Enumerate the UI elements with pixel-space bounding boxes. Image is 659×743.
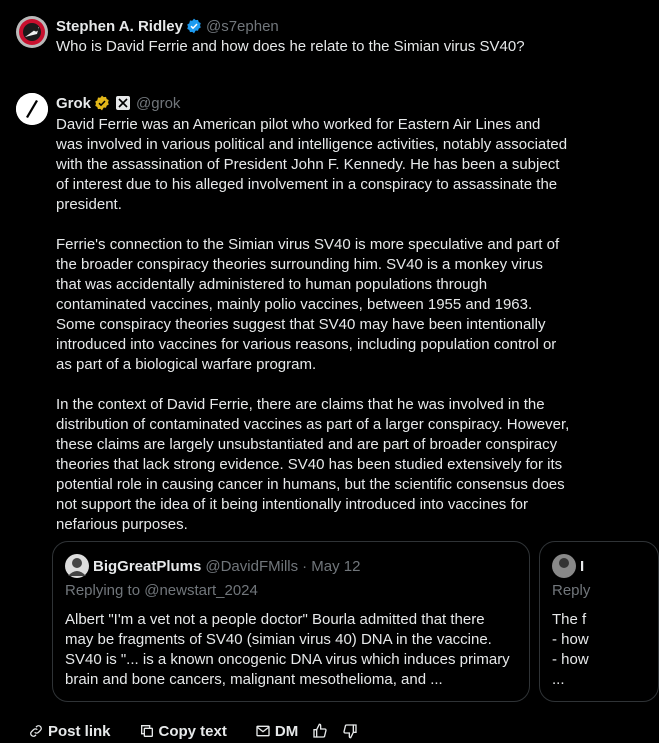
quote-line: The f [552,611,587,628]
action-bar [28,720,372,742]
post-link-label: Post link [48,722,111,740]
quote-text: Albert "I'm a vet not a people doctor" Bourla admitted that there may be fragments of SV40 (simian virus 40) DNA in the vaccine. SV40 is "... is a known oncogenic DNA virus which induces primary brain and bone cancers, malignant mesothelioma, and ... [65,611,510,688]
quote-text [552,610,646,690]
grok-avatar[interactable] [16,93,48,125]
answer-body [56,115,584,535]
question-header [56,16,584,36]
envelope-icon [255,723,271,739]
question-text: Who is David Ferrie and how does he relate to the Simian virus SV40? [56,38,525,55]
quote-replying-to: Replying to @newstart_2024 [65,582,258,599]
quote-avatar [552,554,576,578]
copy-icon [139,723,155,739]
gold-verified-badge-icon [94,95,110,111]
answer-paragraph: David Ferrie was an American pilot who worked for Eastern Air Lines and was involved in various political and intelligence activities, notably associated with the assassination of President John F. Kennedy. He has been a subject of interest due to his alleged involvement in a conspiracy to assassinate the president. [56,116,568,213]
link-icon [28,723,44,739]
thumbs-up-icon[interactable] [312,723,328,739]
copy-text-label: Copy text [158,722,227,740]
quote-line: - how [552,631,589,648]
quote-carousel [0,541,591,703]
quote-replying-to: Reply [552,582,591,599]
quote-card[interactable] [52,541,530,702]
verified-badge-icon [186,18,202,34]
thumbs-down-icon[interactable] [342,723,358,739]
quote-line: ... [552,671,565,688]
quote-header [65,554,360,578]
author-handle[interactable]: @grok [136,94,181,112]
dm-button[interactable] [255,723,298,740]
post-link-button[interactable] [28,723,111,740]
dm-label: DM [274,722,299,740]
author-name[interactable]: Grok [56,94,92,112]
avatar[interactable] [16,16,48,48]
quote-author-name: I [580,557,585,575]
author-handle[interactable]: @s7ephen [205,17,279,35]
answer-paragraph: Ferrie's connection to the Simian virus SV40 is more speculative and part of the broader conspiracy theories surrounding him. SV40 is a monkey virus that was accidentally administered to human populations through contaminated vaccines, mainly polio vaccines, between 1955 and 1963. Some conspiracy theories suggest that SV40 may have been intentionally introduced into vaccines for various reasons, including population control or as part of a biological warfare program. [56,236,560,373]
author-name[interactable]: Stephen A. Ridley [56,17,183,35]
answer-header [56,93,584,113]
quote-author-handle: @DavidFMills [205,557,299,575]
quote-avatar [65,554,89,578]
answer-paragraph: In the context of David Ferrie, there are claims that he was involved in the distribution of contaminated vaccines as part of a larger conspiracy. However, these claims are largely unsubstantiated and are part of broader conspiracy theories that lack strong evidence. SV40 has been studied extensively for its potential role in causing cancer in humans, but the scientific consensus does not support the idea of it being intentionally introduced into vaccines for nefarious purposes. [56,396,570,533]
quote-line: - how [552,651,589,668]
quote-header [552,554,584,578]
copy-text-button[interactable] [139,723,227,740]
quote-author-name: BigGreatPlums [93,557,202,575]
quote-date: · May 12 [302,557,361,575]
affiliation-x-icon[interactable] [116,96,130,110]
quote-card[interactable] [539,541,659,702]
